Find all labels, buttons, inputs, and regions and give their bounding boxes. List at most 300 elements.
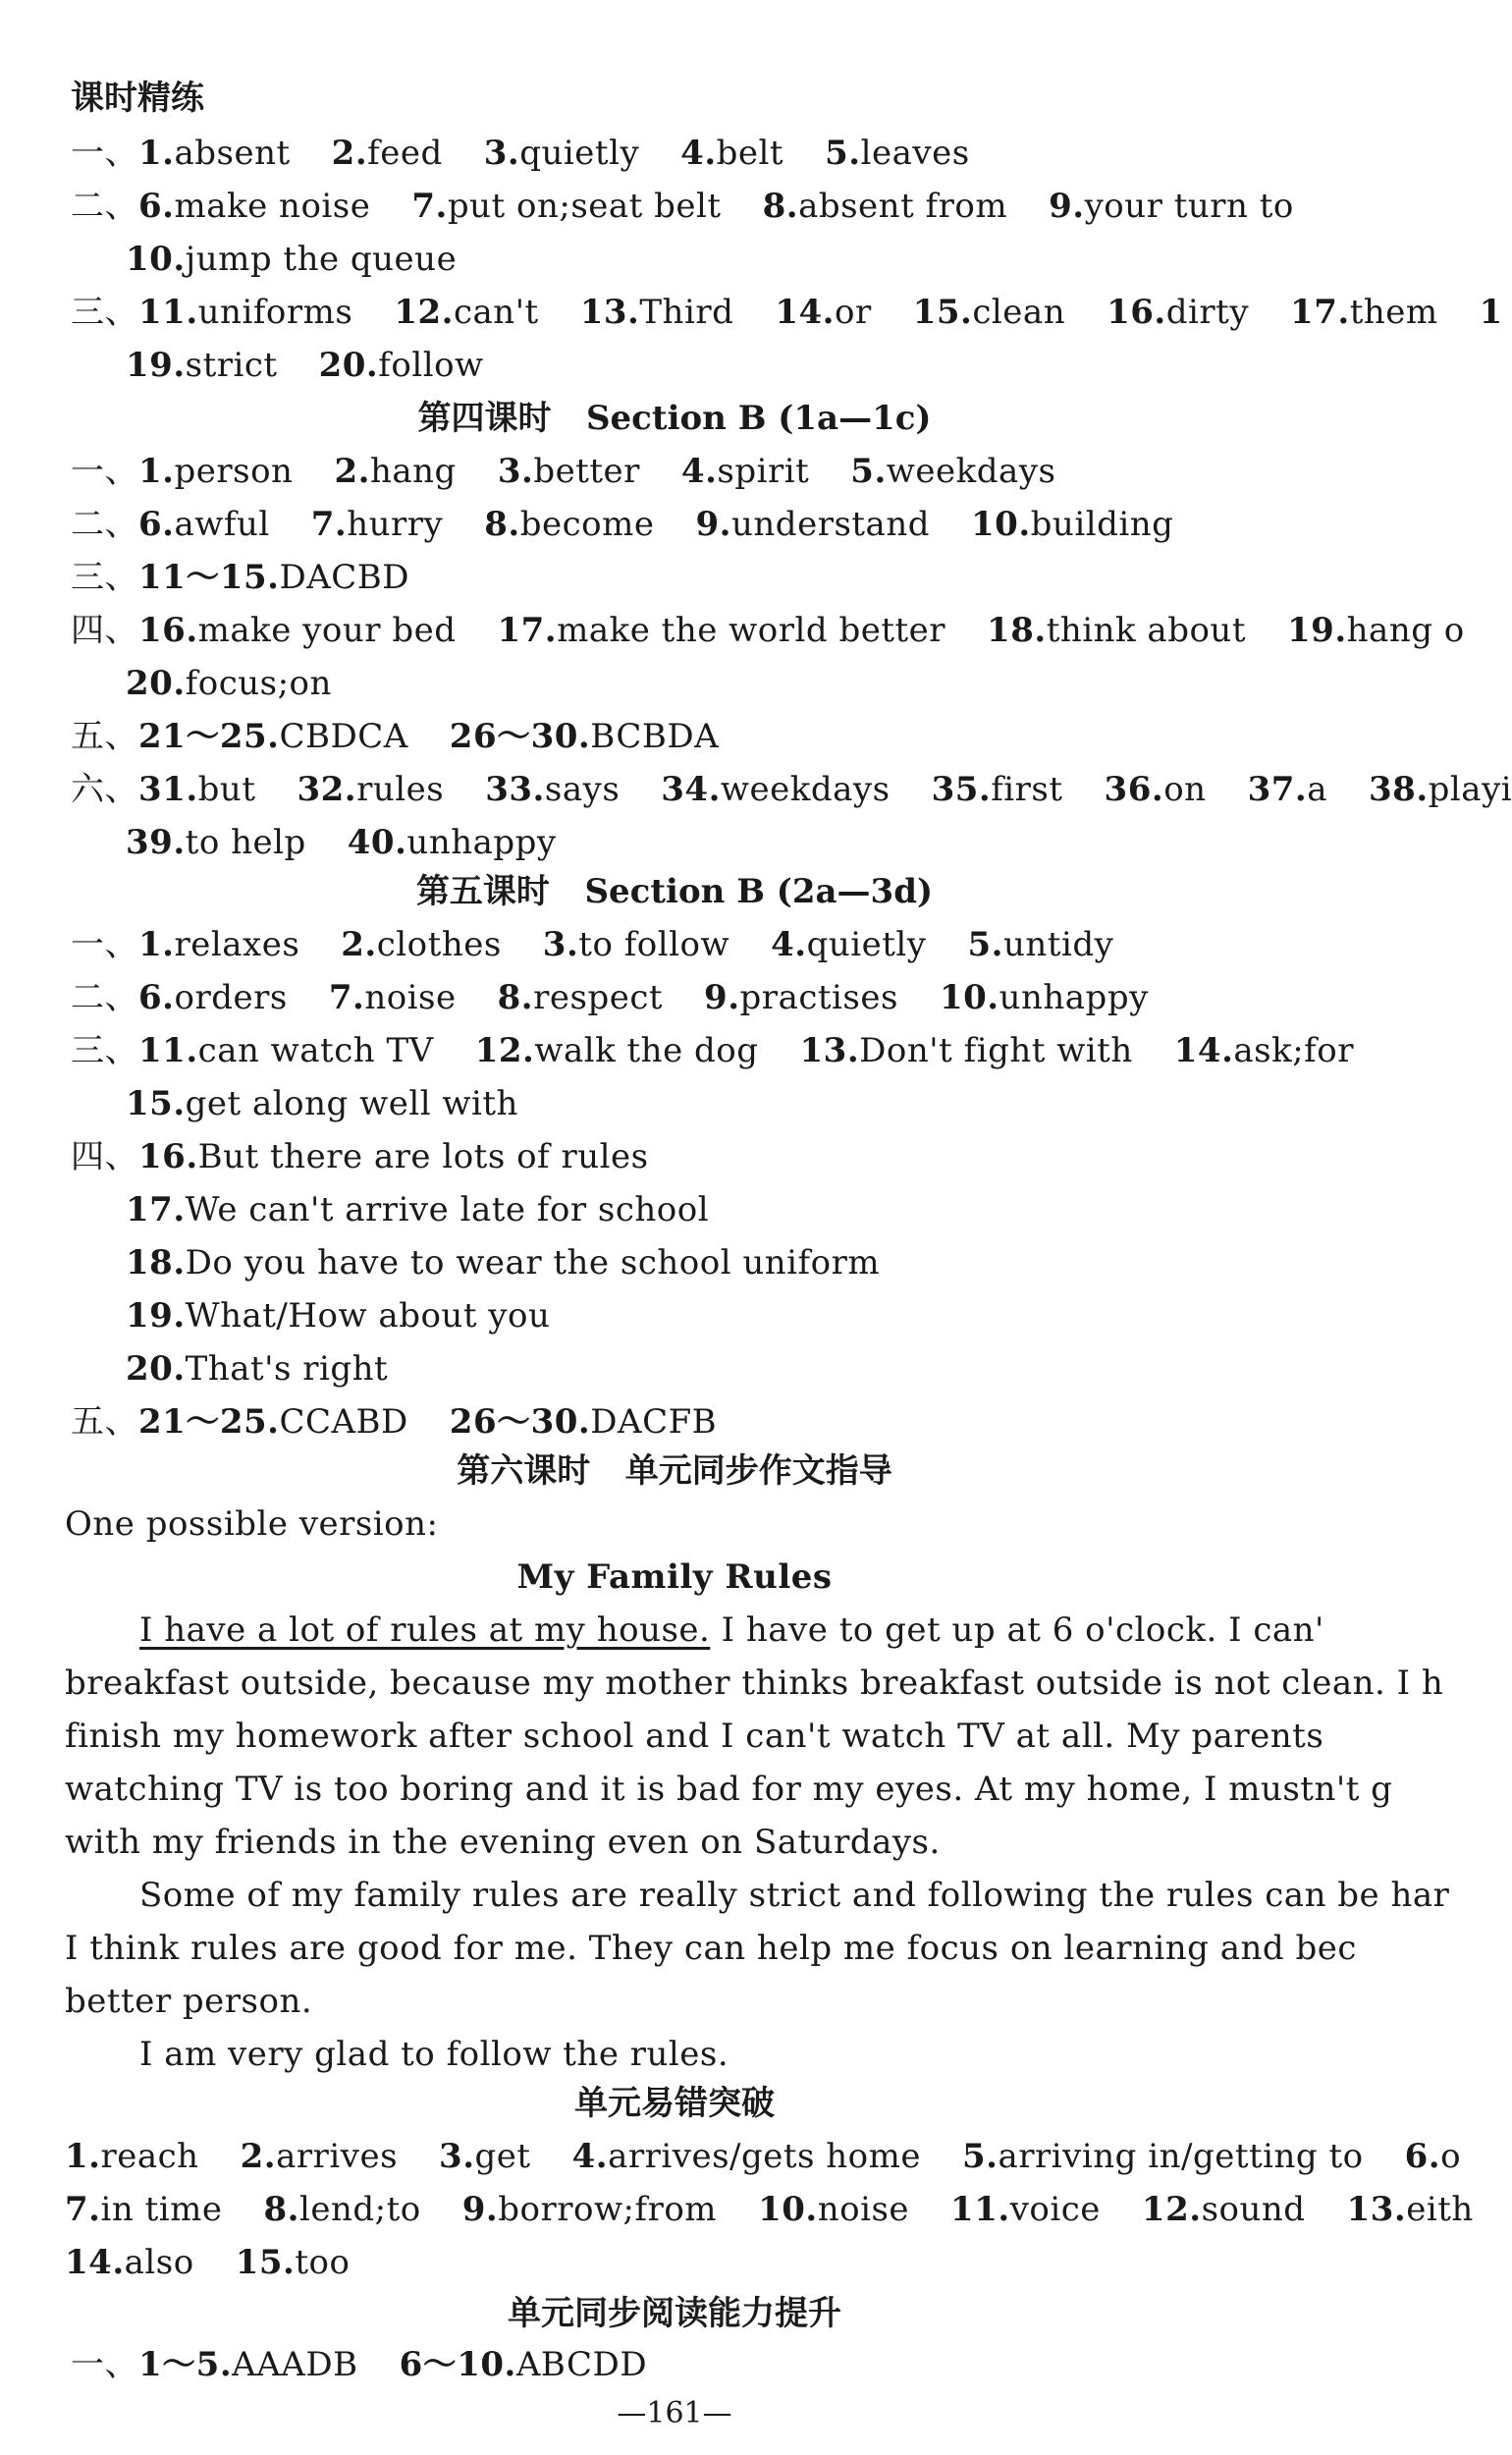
- question-group-prefix: 一、: [71, 2345, 138, 2384]
- answer-number: 7.: [65, 2190, 101, 2229]
- essay-line: finish my homework after school and I can't watch TV at all. My parents: [65, 1717, 1324, 1756]
- answer-item: [126, 1294, 550, 1337]
- answer-line: [71, 2343, 647, 2386]
- answer-number: 19.: [126, 346, 186, 385]
- answer-text: weekdays: [720, 770, 891, 809]
- answer-line: [126, 344, 484, 387]
- answer-text: quietly: [806, 925, 927, 964]
- answer-text: first: [991, 770, 1063, 809]
- answer-number: 3.: [439, 2137, 475, 2176]
- answer-text: building: [1030, 505, 1174, 544]
- answer-line: [71, 609, 1465, 652]
- answer-text: or: [835, 293, 872, 332]
- answer-number: 40.: [347, 823, 407, 862]
- answer-item: [411, 185, 721, 228]
- answer-item: [138, 923, 299, 966]
- section-heading-4: [0, 397, 1349, 440]
- answer-text: make noise: [174, 187, 371, 226]
- answer-text: absent from: [798, 187, 1008, 226]
- answer-text: noise: [817, 2190, 910, 2229]
- question-group-prefix: 四、: [71, 1137, 138, 1176]
- answer-item: [696, 503, 930, 546]
- answer-text: a: [1307, 770, 1328, 809]
- answer-text: DACFB: [590, 1402, 718, 1442]
- answer-number: 7.: [411, 187, 448, 226]
- answer-text: think about: [1046, 611, 1246, 650]
- answer-text: also: [124, 2243, 194, 2282]
- answer-text: can watch TV: [197, 1031, 434, 1070]
- answer-line: [126, 1294, 550, 1337]
- essay-line: with my friends in the evening even on Saturdays.: [65, 1823, 941, 1862]
- answer-number: 36.: [1104, 770, 1164, 809]
- page-number: —161—: [617, 2396, 732, 2430]
- answer-text: spirit: [717, 452, 810, 491]
- answer-number: 10.: [126, 240, 186, 279]
- answer-text: them: [1349, 293, 1438, 332]
- answer-item: [138, 291, 352, 334]
- answer-text: rules: [356, 770, 445, 809]
- answer-number: 6.: [138, 978, 175, 1017]
- answer-number: 14.: [1173, 1031, 1234, 1070]
- answer-number: 12.: [394, 293, 454, 332]
- answer-number: 13.: [799, 1031, 860, 1070]
- answer-item: [329, 976, 457, 1019]
- answer-item: [850, 450, 1055, 493]
- essay-title: My Family Rules: [516, 1557, 833, 1597]
- answer-item: [450, 1400, 717, 1444]
- answer-number: 6.: [138, 505, 175, 544]
- answer-line: [126, 821, 557, 864]
- answer-number: 16.: [138, 611, 198, 650]
- answer-text: reach: [100, 2137, 199, 2176]
- section-title-en: Section B (2a—3d): [584, 872, 934, 911]
- answer-text: AAADB: [232, 2345, 358, 2384]
- answer-item: [1248, 768, 1327, 811]
- answer-text: says: [544, 770, 621, 809]
- answer-number: 18.: [987, 611, 1047, 650]
- answer-number: 1.: [138, 925, 175, 964]
- answer-number: 10.: [758, 2190, 818, 2229]
- section-title-sub: 单元同步作文指导: [624, 1451, 892, 1491]
- answer-line: [126, 1188, 709, 1231]
- answer-number: 21～25.: [138, 717, 280, 756]
- answer-text: in time: [100, 2190, 223, 2229]
- essay-text: I have to get up at 6 o'clock. I can': [710, 1610, 1324, 1650]
- answer-line: [71, 715, 719, 758]
- answer-item: [126, 1347, 388, 1391]
- answer-text: weekdays: [886, 452, 1056, 491]
- answer-line: [65, 2135, 1461, 2178]
- answer-text: arrives: [276, 2137, 399, 2176]
- answer-line: [71, 291, 1503, 334]
- answer-number: 7.: [328, 978, 365, 1017]
- answer-item: [138, 503, 270, 546]
- answer-item: [484, 503, 654, 546]
- answer-text: person: [174, 452, 294, 491]
- answer-text: leaves: [860, 134, 970, 173]
- answer-line: [126, 238, 457, 281]
- answer-item: [334, 450, 456, 493]
- answer-item: [1347, 2188, 1474, 2231]
- answer-text: unhappy: [999, 978, 1149, 1017]
- answer-text: arriving in/getting to: [998, 2137, 1364, 2176]
- answer-text: get along well with: [185, 1084, 518, 1123]
- answer-text: practises: [739, 978, 898, 1017]
- answer-line: [71, 976, 1149, 1019]
- answer-text: belt: [716, 134, 784, 173]
- answer-number: 35.: [931, 770, 992, 809]
- answer-number: 17.: [126, 1190, 186, 1229]
- answer-number: 16.: [138, 1137, 198, 1176]
- answer-item: [394, 291, 538, 334]
- answer-item: [138, 556, 409, 599]
- answer-number: 9.: [1049, 187, 1085, 226]
- answer-text: o: [1440, 2137, 1462, 2176]
- answer-line: [71, 1029, 1354, 1072]
- question-group-prefix: 三、: [71, 1031, 138, 1070]
- answer-number: 13.: [579, 293, 640, 332]
- answer-text: unhappy: [406, 823, 557, 862]
- answer-number: 8.: [497, 978, 534, 1017]
- answer-number: 5.: [967, 925, 1004, 964]
- answer-number: 5.: [850, 452, 887, 491]
- answer-text: put on;seat belt: [447, 187, 722, 226]
- answer-text: voice: [1009, 2190, 1101, 2229]
- answer-item: [1287, 609, 1465, 652]
- answer-number: 19.: [126, 1296, 186, 1336]
- answer-number: 8.: [484, 505, 520, 544]
- question-group-prefix: 五、: [71, 717, 138, 756]
- answer-number: 12.: [1141, 2190, 1202, 2229]
- answer-item: [138, 1135, 649, 1178]
- errors-heading: 单元易错突破: [574, 2084, 775, 2123]
- answer-number: 19.: [1287, 611, 1347, 650]
- answer-text: hang: [369, 452, 457, 491]
- answer-item: [138, 609, 456, 652]
- answer-number: 8.: [762, 187, 799, 226]
- answer-item: [704, 976, 898, 1019]
- answer-item: [297, 768, 444, 811]
- answer-item: [962, 2135, 1364, 2178]
- reading-heading: 单元同步阅读能力提升: [508, 2294, 841, 2333]
- answer-line: [71, 132, 970, 175]
- answer-text: sound: [1201, 2190, 1306, 2229]
- answer-number: 14.: [775, 293, 835, 332]
- answer-item: [138, 132, 291, 175]
- section-title-cn: 第六课时: [457, 1451, 591, 1491]
- question-group-prefix: 四、: [71, 611, 138, 650]
- answer-text: your turn to: [1084, 187, 1294, 226]
- answer-number: 1.: [65, 2137, 101, 2176]
- answer-line: [71, 185, 1294, 228]
- answer-item: [126, 1241, 880, 1284]
- answer-item: [319, 344, 484, 387]
- answer-number: 4.: [571, 2137, 609, 2176]
- answer-item: [498, 450, 640, 493]
- answer-text: clothes: [376, 925, 502, 964]
- question-group-prefix: 二、: [71, 505, 138, 544]
- answer-line: [65, 2241, 350, 2284]
- answer-item: [825, 132, 970, 175]
- answer-item: [341, 923, 502, 966]
- answer-text: hurry: [347, 505, 444, 544]
- answer-item: [800, 1029, 1133, 1072]
- answer-number: 2.: [331, 134, 368, 173]
- answer-item: [475, 1029, 759, 1072]
- answer-item: [332, 132, 443, 175]
- answer-text: dirty: [1165, 293, 1250, 332]
- answer-text: Don't fight with: [859, 1031, 1133, 1070]
- answer-number: 17.: [497, 611, 558, 650]
- answer-item: [580, 291, 734, 334]
- answer-text: make your bed: [197, 611, 457, 650]
- answer-number: 32.: [297, 770, 357, 809]
- essay-topic-sentence: I have a lot of rules at my house.: [139, 1610, 711, 1650]
- question-group-prefix: 一、: [71, 134, 138, 173]
- answer-item: [681, 450, 809, 493]
- answer-number: 3.: [497, 452, 534, 491]
- answer-text: Third: [639, 293, 734, 332]
- answer-item: [1142, 2188, 1306, 2231]
- answer-number: 2.: [341, 925, 377, 964]
- answer-text: make the world better: [557, 611, 946, 650]
- answer-line: [71, 1135, 649, 1178]
- version-label: One possible version:: [65, 1504, 439, 1544]
- answer-text: become: [519, 505, 655, 544]
- answer-item: [138, 976, 288, 1019]
- answer-item: [138, 768, 255, 811]
- section-heading-5: [0, 870, 1349, 913]
- section-title-cn: 第四课时: [417, 399, 552, 438]
- answer-text: to help: [185, 823, 306, 862]
- answer-text: lend;to: [298, 2190, 421, 2229]
- answer-item: [775, 291, 871, 334]
- answer-item: [932, 768, 1063, 811]
- answer-item: [311, 503, 444, 546]
- answer-item: [968, 923, 1114, 966]
- answer-number: 6～10.: [399, 2345, 516, 2384]
- answer-item: [138, 715, 408, 758]
- answer-number: 2.: [240, 2137, 277, 2176]
- question-group-prefix: 一、: [71, 925, 138, 964]
- answer-item: [65, 2188, 222, 2231]
- answer-line: [71, 503, 1173, 546]
- answer-number: 4.: [771, 925, 807, 964]
- answer-item: [126, 1082, 518, 1125]
- answer-number: 10.: [971, 505, 1031, 544]
- answer-item: [497, 609, 945, 652]
- answer-line: [65, 2188, 1474, 2231]
- question-group-prefix: 三、: [71, 558, 138, 597]
- answer-item: [758, 2188, 909, 2231]
- answer-number: 26～30.: [449, 1402, 591, 1442]
- answer-line: [126, 662, 332, 705]
- answer-text: absent: [174, 134, 291, 173]
- answer-item: [126, 1188, 709, 1231]
- answer-text: Do you have to wear the school uniform: [185, 1243, 881, 1282]
- answer-number: 21～25.: [138, 1402, 280, 1442]
- answer-item: [771, 923, 926, 966]
- question-group-prefix: 二、: [71, 187, 138, 226]
- essay-line: breakfast outside, because my mother thinks breakfast outside is not clean. I h: [65, 1664, 1444, 1703]
- section-title-cn: 第五课时: [415, 872, 550, 911]
- answer-text: focus;on: [185, 664, 332, 703]
- answer-item: [138, 1029, 434, 1072]
- answer-item: [1369, 768, 1512, 811]
- answer-text: better: [533, 452, 640, 491]
- answer-item: [484, 132, 639, 175]
- answer-number: 7.: [310, 505, 348, 544]
- answer-text: awful: [174, 505, 270, 544]
- answer-number: 5.: [962, 2137, 999, 2176]
- answer-number: 34.: [661, 770, 721, 809]
- answer-number: 11.: [138, 293, 198, 332]
- answer-item: [138, 2343, 358, 2386]
- answer-number: 9.: [695, 505, 732, 544]
- answer-text: eith: [1406, 2190, 1474, 2229]
- answer-item: [498, 976, 663, 1019]
- question-group-prefix: 六、: [71, 770, 138, 809]
- answer-text: respect: [533, 978, 664, 1017]
- answer-number: 2.: [334, 452, 370, 491]
- answer-number: 4.: [680, 452, 718, 491]
- answer-number: 20.: [126, 1349, 186, 1389]
- answer-number: 3.: [542, 925, 579, 964]
- answer-text: walk the dog: [534, 1031, 759, 1070]
- answer-item: [138, 450, 293, 493]
- answer-item: [400, 2343, 648, 2386]
- answer-number: 11～15.: [138, 558, 280, 597]
- answer-number: 1: [1479, 293, 1503, 332]
- answer-text: too: [295, 2243, 351, 2282]
- answer-item: [987, 609, 1246, 652]
- answer-item: [572, 2135, 921, 2178]
- answer-number: 10.: [939, 978, 999, 1017]
- answer-text: noise: [364, 978, 457, 1017]
- answer-number: 37.: [1247, 770, 1308, 809]
- answer-number: 15.: [126, 1084, 186, 1123]
- answer-item: [1107, 291, 1249, 334]
- answer-number: 14.: [65, 2243, 125, 2282]
- answer-number: 16.: [1107, 293, 1166, 332]
- answer-number: 1.: [138, 452, 175, 491]
- section-title-en: Section B (1a—1c): [585, 399, 932, 438]
- answer-text: but: [197, 770, 256, 809]
- answer-item: [1174, 1029, 1354, 1072]
- answer-number: 3.: [483, 134, 520, 173]
- answer-line: [126, 1241, 880, 1284]
- answer-text: BCBDA: [590, 717, 720, 756]
- essay-line: I think rules are good for me. They can help me focus on learning and bec: [65, 1929, 1357, 1968]
- answer-text: What/How about you: [185, 1296, 551, 1336]
- answer-item: [138, 1400, 408, 1444]
- answer-item: [661, 768, 890, 811]
- practice-title: 课时精练: [71, 79, 204, 118]
- answer-item: [450, 715, 719, 758]
- answer-text: get: [474, 2137, 531, 2176]
- answer-item: [65, 2135, 199, 2178]
- answer-item: [65, 2241, 194, 2284]
- essay-line: Some of my family rules are really strict and following the rules can be har: [139, 1876, 1450, 1915]
- answer-item: [940, 976, 1149, 1019]
- answer-item: [1480, 291, 1503, 334]
- answer-item: [485, 768, 620, 811]
- answer-item: [126, 662, 332, 705]
- answer-text: understand: [731, 505, 930, 544]
- question-group-prefix: 三、: [71, 293, 138, 332]
- answer-number: 4.: [680, 134, 717, 173]
- answer-item: [241, 2135, 398, 2178]
- answer-text: That's right: [185, 1349, 389, 1389]
- answer-number: 39.: [126, 823, 186, 862]
- answer-number: 9.: [461, 2190, 499, 2229]
- answer-text: jump the queue: [185, 240, 458, 279]
- answer-item: [1105, 768, 1207, 811]
- answer-item: [1405, 2135, 1461, 2178]
- answer-line: [71, 768, 1512, 811]
- answer-text: borrow;from: [498, 2190, 718, 2229]
- answer-item: [348, 821, 557, 864]
- answer-text: follow: [378, 346, 484, 385]
- answer-text: ask;for: [1233, 1031, 1354, 1070]
- answer-number: 15.: [235, 2243, 296, 2282]
- answer-text: uniforms: [197, 293, 353, 332]
- answer-number: 20.: [126, 664, 186, 703]
- answer-text: clean: [972, 293, 1066, 332]
- answer-number: 11.: [950, 2190, 1010, 2229]
- answer-item: [126, 238, 457, 281]
- answer-number: 18.: [126, 1243, 186, 1282]
- answer-text: DACBD: [279, 558, 410, 597]
- answer-text: But there are lots of rules: [197, 1137, 649, 1176]
- answer-line: [71, 556, 409, 599]
- answer-line: [71, 450, 1055, 493]
- answer-text: strict: [185, 346, 278, 385]
- essay-line: better person.: [65, 1982, 313, 2021]
- answer-text: CBDCA: [279, 717, 408, 756]
- answer-number: 8.: [263, 2190, 299, 2229]
- answer-item: [1290, 291, 1438, 334]
- answer-line: [126, 1082, 518, 1125]
- answer-line: [126, 1347, 388, 1391]
- answer-line: [71, 1400, 717, 1444]
- answer-item: [913, 291, 1065, 334]
- answer-text: quietly: [519, 134, 640, 173]
- answer-text: on: [1163, 770, 1207, 809]
- answer-text: relaxes: [174, 925, 300, 964]
- answer-item: [680, 132, 783, 175]
- answer-number: 12.: [474, 1031, 535, 1070]
- answer-number: 11.: [138, 1031, 198, 1070]
- answer-text: CCABD: [279, 1402, 408, 1442]
- answer-line: [71, 923, 1113, 966]
- essay-line: I am very glad to follow the rules.: [139, 2035, 729, 2074]
- answer-number: 38.: [1369, 770, 1429, 809]
- answer-text: hang o: [1346, 611, 1465, 650]
- answer-number: 26～30.: [449, 717, 591, 756]
- answer-number: 13.: [1346, 2190, 1407, 2229]
- answer-number: 31.: [138, 770, 198, 809]
- answer-text: feed: [367, 134, 443, 173]
- answer-item: [126, 344, 278, 387]
- answer-item: [263, 2188, 420, 2231]
- answer-text: untidy: [1003, 925, 1114, 964]
- question-group-prefix: 五、: [71, 1402, 138, 1442]
- essay-line: watching TV is too boring and it is bad for my eyes. At my home, I mustn't g: [65, 1770, 1393, 1809]
- answer-text: can't: [453, 293, 539, 332]
- answer-number: 33.: [485, 770, 545, 809]
- answer-item: [950, 2188, 1101, 2231]
